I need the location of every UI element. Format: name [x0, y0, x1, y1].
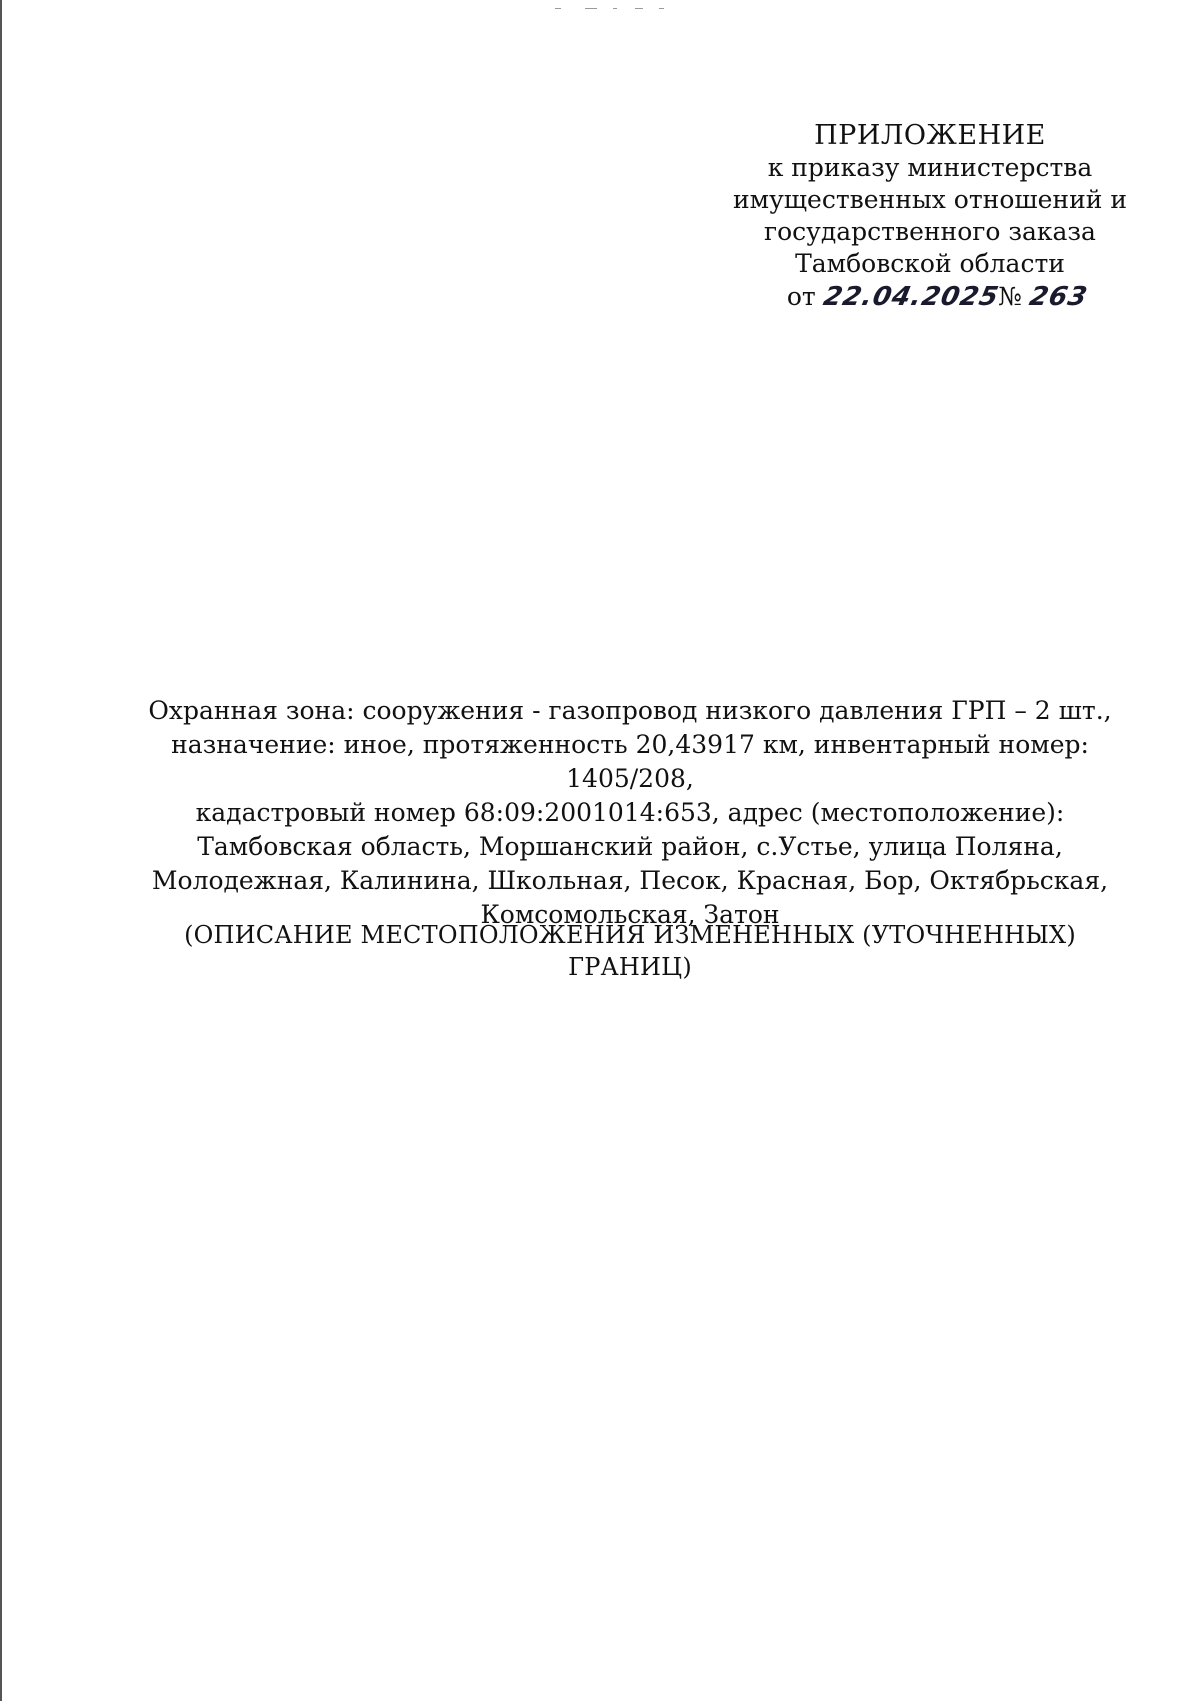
scan-artifacts: [555, 4, 675, 14]
boundary-description-subtitle: (ОПИСАНИЕ МЕСТОПОЛОЖЕНИЯ ИЗМЕНЕННЫХ (УТОЧНЕННЫХ) ГРАНИЦ): [184, 921, 1076, 981]
appendix-line-2: имущественных отношений и: [732, 185, 1128, 214]
appendix-header: [720, 120, 1140, 313]
description-line-2: назначение: иное, протяженность 20,43917 км, инвентарный номер: 1405/208,: [171, 730, 1089, 793]
appendix-line-1: к приказу министерства: [767, 153, 1093, 182]
number-sign: №: [998, 282, 1022, 311]
date-prefix: от: [786, 282, 816, 311]
description-line-3: кадастровый номер 68:09:2001014:653, адрес (местоположение):: [195, 798, 1065, 827]
description-line-6: Комсомольская, Затон: [480, 900, 780, 929]
description-line-5: Молодежная, Калинина, Школьная, Песок, Красная, Бор, Октябрьская,: [151, 866, 1109, 895]
description-line-4: Тамбовская область, Моршанский район, с.Устье, улица Поляна,: [197, 832, 1063, 861]
appendix-title: ПРИЛОЖЕНИЕ: [814, 120, 1046, 151]
appendix-line-4: Тамбовской области: [795, 249, 1065, 278]
order-date-line: [720, 281, 1140, 313]
protection-zone-description: [130, 694, 1130, 932]
appendix-line-3: государственного заказа: [764, 217, 1096, 246]
page-edge-line: [0, 0, 2, 1701]
handwritten-number: 263: [1026, 282, 1091, 312]
description-line-1: Охранная зона: сооружения - газопровод низкого давления ГРП – 2 шт.,: [148, 696, 1112, 725]
handwritten-date: 22.04.2025: [820, 282, 1002, 312]
